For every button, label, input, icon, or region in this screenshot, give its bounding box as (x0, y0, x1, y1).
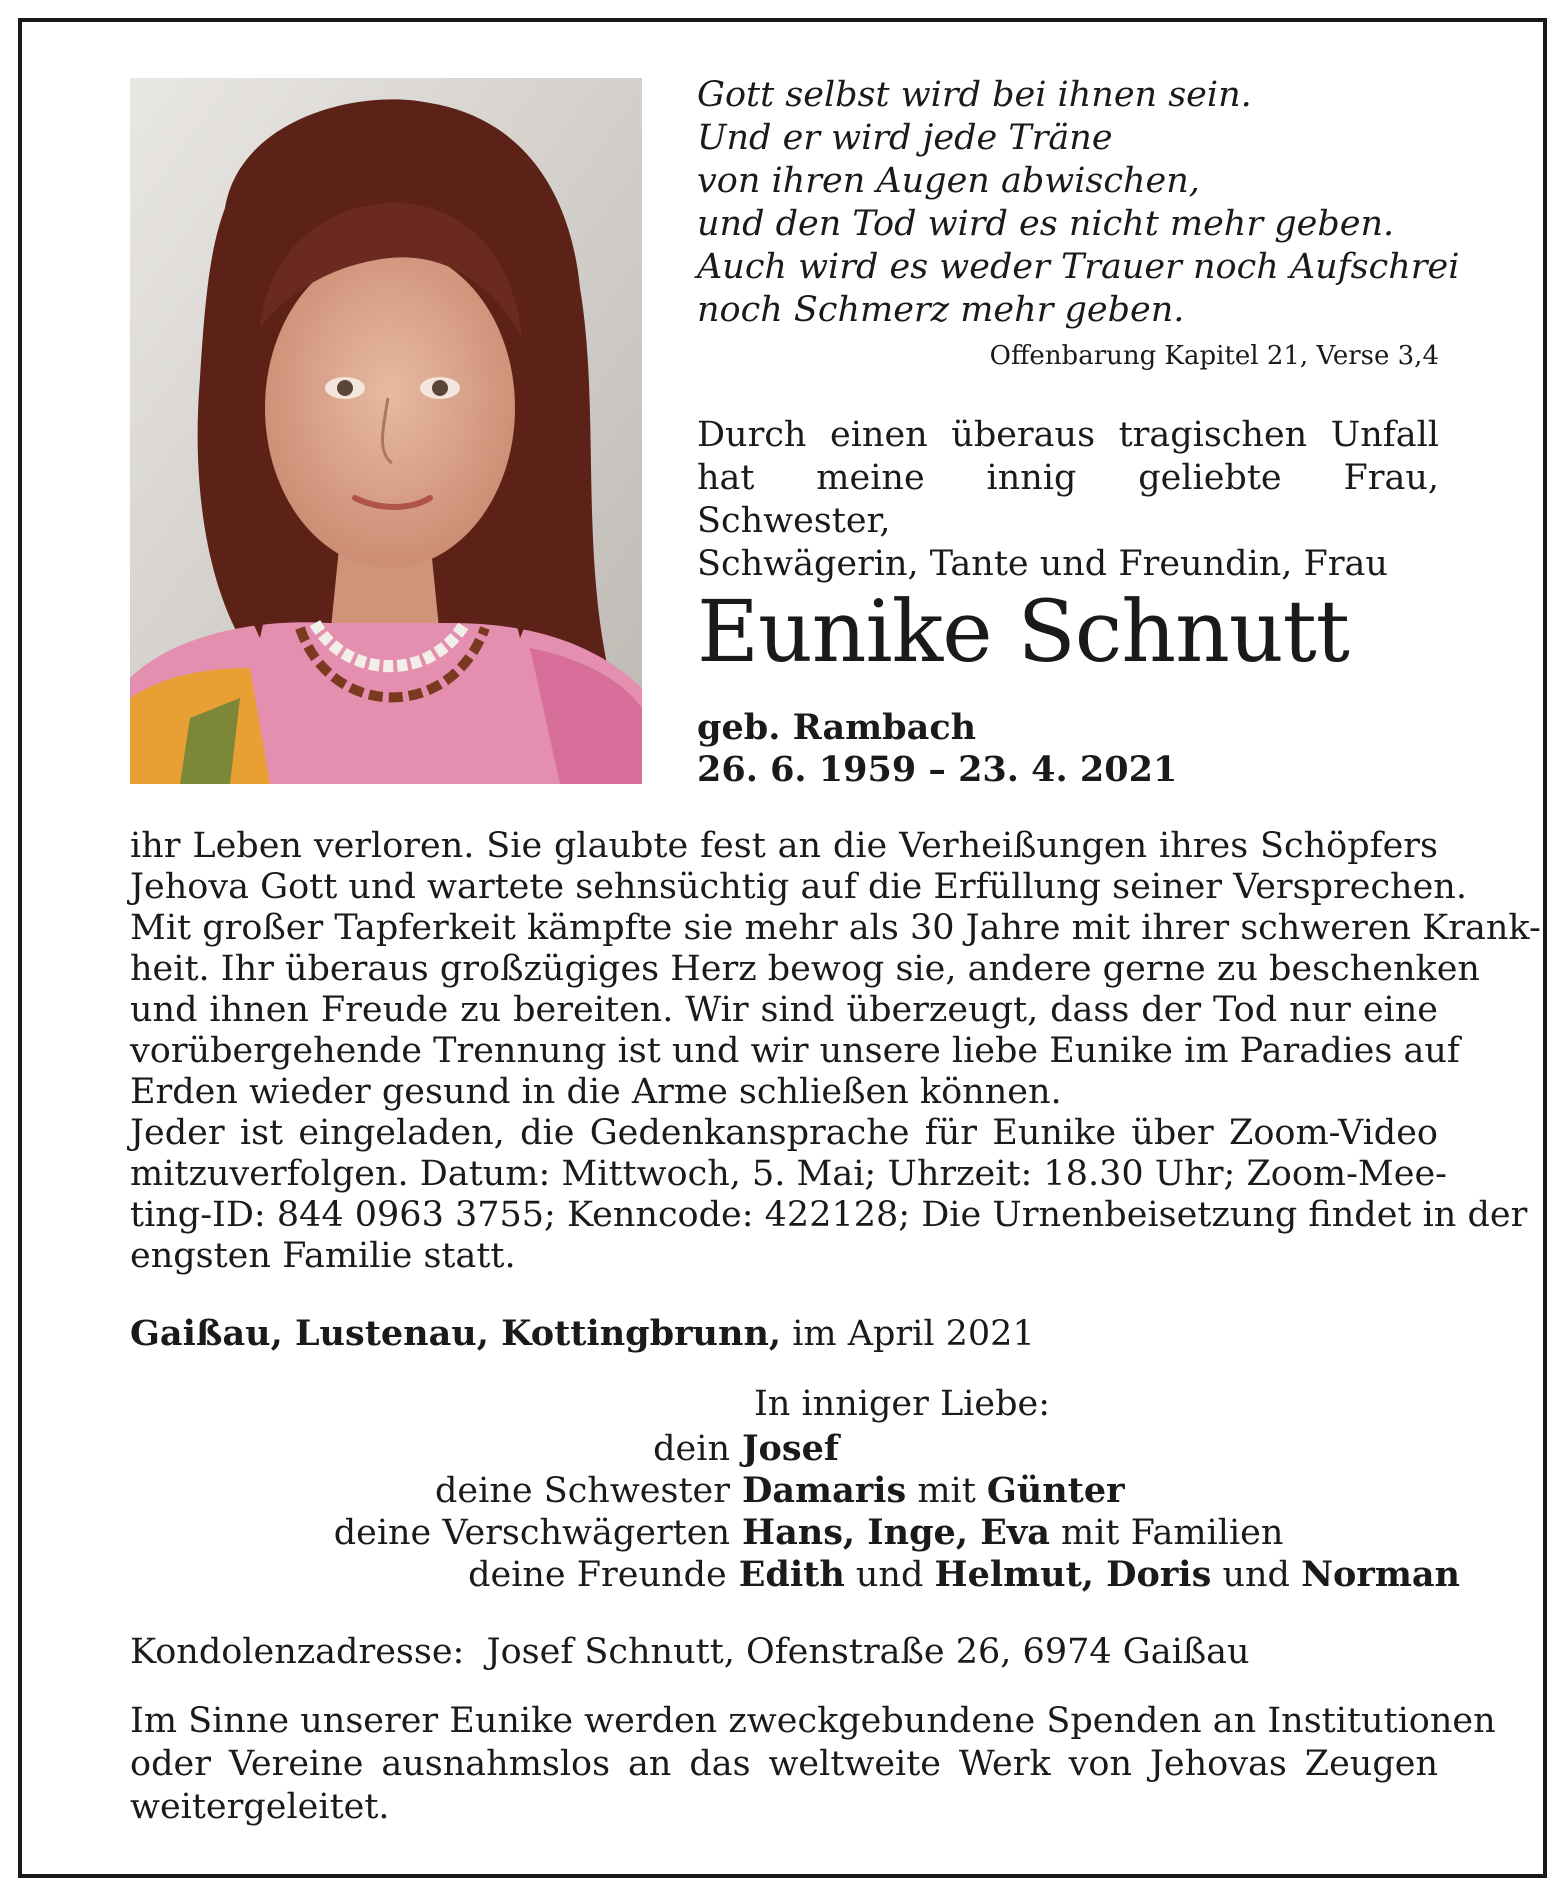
donation-note (130, 1700, 1496, 1829)
body-line: ihr Leben verloren. Sie glaubte fest an die Verheißungen ihres Schöpfers (130, 826, 1438, 866)
intro-line: Durch einen überaus tragischen Unfall (697, 415, 1439, 455)
family-name: Norman (1301, 1554, 1460, 1595)
family-row (130, 1428, 1460, 1470)
family-row (130, 1512, 1460, 1554)
body-line: und ihnen Freude zu bereiten. Wir sind überzeugt, dass der Tod nur eine (130, 990, 1438, 1030)
family-name: Günter (986, 1470, 1125, 1511)
verse-line: und den Tod wird es nicht mehr geben. (697, 204, 1395, 244)
body-line: ting-ID: 844 0963 3755; Kenncode: 422128; Die Urnenbeisetzung findet in der (130, 1195, 1528, 1235)
family-connector: mit Familien (1049, 1513, 1284, 1553)
body-line: Jehova Gott und wartete sehnsüchtig auf die Erfüllung seiner Versprechen. (130, 867, 1467, 907)
verse-line: Auch wird es weder Trauer noch Aufschrei (697, 247, 1460, 287)
body-line: heit. Ihr überaus großzügiges Herz bewog sie, andere gerne zu beschenken (130, 949, 1480, 989)
verse-line: Und er wird jede Träne (697, 118, 1113, 158)
donation-line: Im Sinne unserer Eunike werden zweckgebundene Spenden an Institutionen (130, 1701, 1496, 1741)
family-row (130, 1470, 1460, 1512)
verse-line: von ihren Augen abwischen, (697, 161, 1200, 201)
donation-line: oder Vereine ausnahmslos an das weltweite Werk von Jehovas Zeugen (130, 1744, 1438, 1784)
family-connector: und (1211, 1555, 1302, 1595)
family-name: Helmut, Doris (934, 1554, 1212, 1595)
family-connector: mit (906, 1471, 987, 1511)
body-line: Mit großer Tapferkeit kämpfte sie mehr als 30 Jahre mit ihrer schweren Krank- (130, 908, 1541, 948)
body-line: Jeder ist eingeladen, die Gedenkansprache für Eunike über Zoom-Video (130, 1113, 1438, 1153)
body-line: Erden wieder gesund in die Arme schließen können. (130, 1072, 1062, 1112)
portrait-photo (130, 78, 642, 784)
family-list (130, 1428, 1460, 1596)
life-dates: 26. 6. 1959 – 23. 4. 2021 (697, 749, 1178, 790)
verse-reference: Offenbarung Kapitel 21, Verse 3,4 (989, 341, 1439, 371)
place-locations: Gaißau, Lustenau, Kottingbrunn, (130, 1313, 782, 1354)
body-line: engsten Familie statt. (130, 1236, 516, 1276)
obituary-body (130, 826, 1541, 1277)
place-and-date (130, 1312, 1035, 1356)
family-relation: deine Verschwägerten (333, 1513, 730, 1553)
intro-line: Schwägerin, Tante und Freundin, Frau (697, 544, 1388, 584)
deceased-name: Eunike Schnutt (697, 583, 1349, 682)
family-names (742, 1470, 1125, 1512)
place-date: im April 2021 (781, 1314, 1035, 1354)
family-relation: deine Schwester (435, 1471, 730, 1511)
body-line: mitzuverfolgen. Datum: Mittwoch, 5. Mai; Uhrzeit: 18.30 Uhr; Zoom-Mee- (130, 1154, 1448, 1194)
family-connector: und (844, 1555, 935, 1595)
portrait-illustration (130, 78, 642, 784)
family-row (130, 1554, 1460, 1596)
family-names (742, 1428, 839, 1470)
family-name: Hans, Inge, Eva (742, 1512, 1050, 1553)
birth-name: geb. Rambach (697, 707, 977, 748)
bible-verse (697, 74, 1460, 332)
family-relation: deine Freunde (468, 1555, 727, 1595)
family-names (739, 1554, 1460, 1596)
family-names (742, 1512, 1283, 1554)
verse-line: Gott selbst wird bei ihnen sein. (697, 75, 1252, 115)
intro-line: hat meine innig geliebte Frau, Schwester, (697, 458, 1439, 541)
donation-line: weitergeleitet. (130, 1787, 390, 1827)
body-line: vorübergehende Trennung ist und wir unsere liebe Eunike im Paradies auf (130, 1031, 1460, 1071)
condolence-address: Kondolenzadresse: Josef Schnutt, Ofenstraße 26, 6974 Gaißau (130, 1632, 1250, 1672)
family-relation: dein (653, 1429, 730, 1469)
family-name: Damaris (742, 1470, 907, 1511)
family-name: Edith (738, 1554, 845, 1595)
verse-line: noch Schmerz mehr geben. (697, 290, 1185, 330)
intro-text (697, 414, 1439, 586)
family-name: Josef (742, 1428, 839, 1469)
greeting: In inniger Liebe: (754, 1384, 1050, 1424)
